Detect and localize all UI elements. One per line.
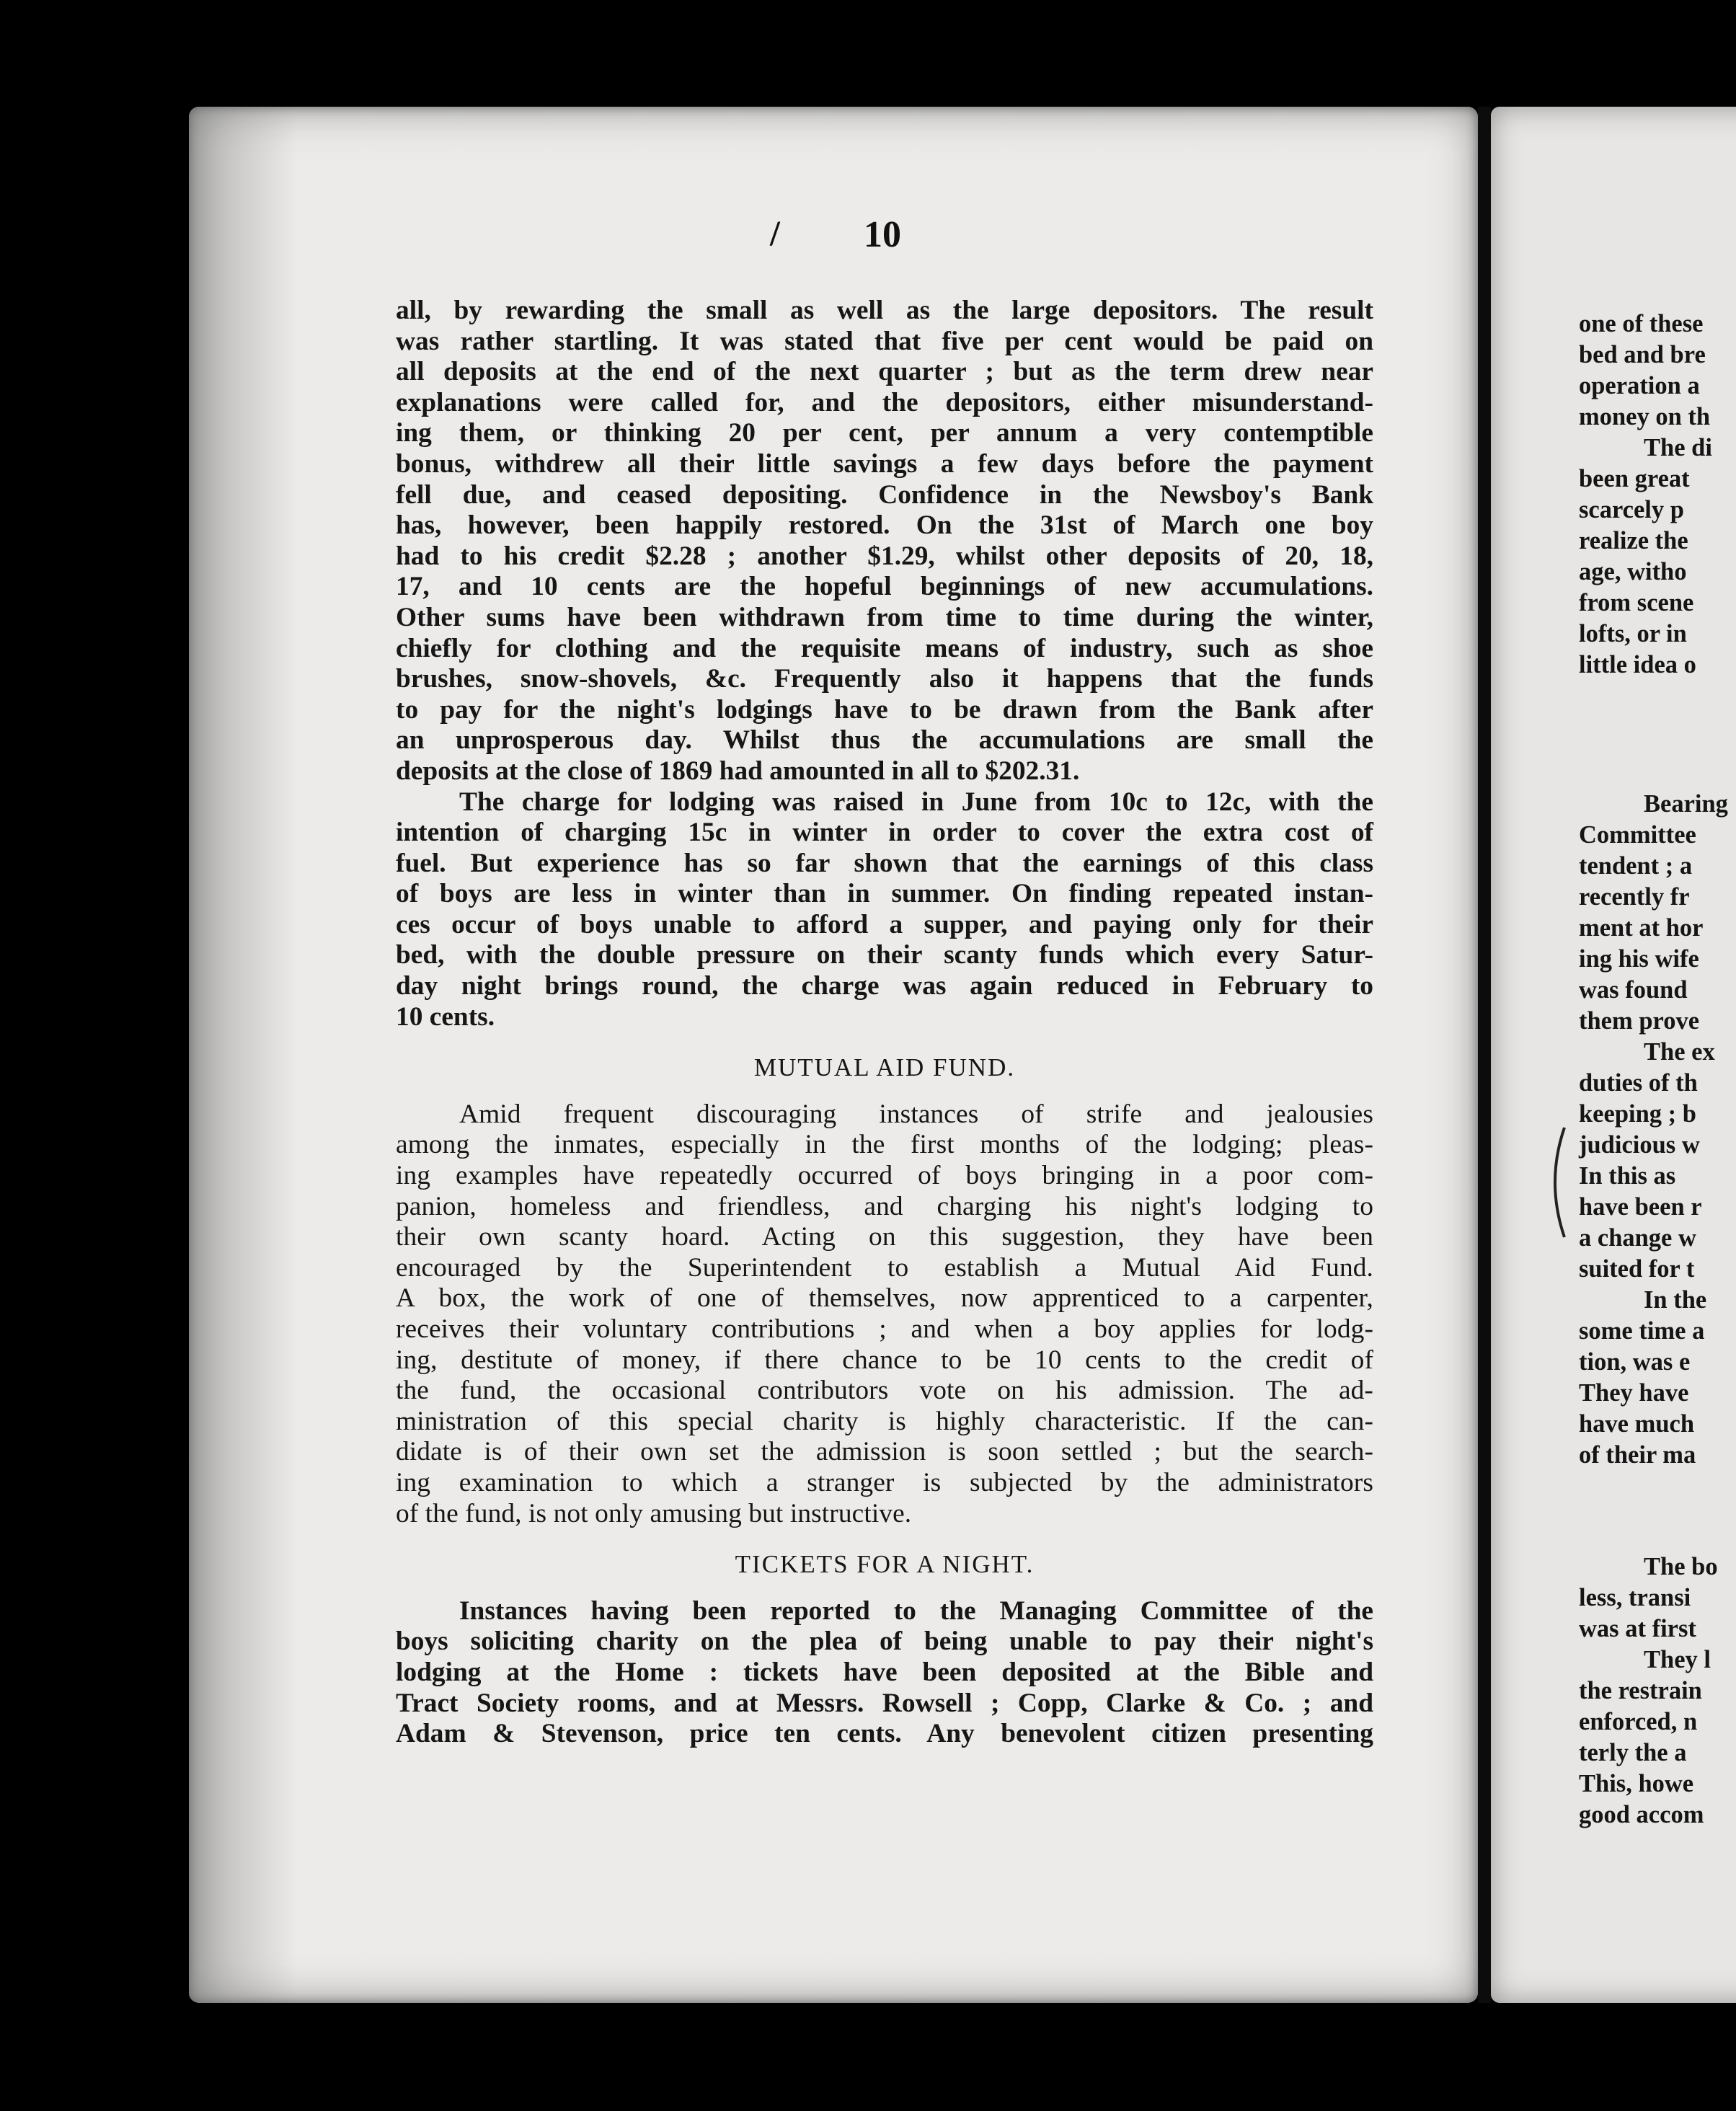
text-line: money on th bbox=[1579, 403, 1711, 430]
text-line: of boys are less in winter than in summer. On finding repeated instan- bbox=[396, 879, 1373, 909]
text-line: from scene bbox=[1579, 589, 1694, 616]
text-line: ing his wife bbox=[1579, 945, 1699, 973]
text-line: duties of th bbox=[1579, 1069, 1698, 1097]
text-line: They have bbox=[1579, 1379, 1689, 1407]
text-line: 17, and 10 cents are the hopeful beginnings of new accumulations. bbox=[396, 572, 1373, 602]
text-line: all deposits at the end of the next quarter ; but as the term drew near bbox=[396, 357, 1373, 387]
text-line: less, transi bbox=[1579, 1584, 1691, 1611]
text-line: The bo bbox=[1644, 1553, 1718, 1580]
text-line: In the bbox=[1644, 1286, 1707, 1314]
text-line: The di bbox=[1644, 434, 1712, 461]
text-line: them prove bbox=[1579, 1007, 1700, 1035]
text-line: age, witho bbox=[1579, 558, 1687, 585]
text-line: of the fund, is not only amusing but instructive. bbox=[396, 1498, 912, 1528]
text-line: explanations were called for, and the depositors, either misunderstand- bbox=[396, 387, 1373, 417]
text-line: The charge for lodging was raised in June from 10c to 12c, with the bbox=[459, 787, 1373, 817]
text-line: has, however, been happily restored. On the 31st of March one boy bbox=[396, 510, 1373, 541]
section-heading-mutual-aid: MUTUAL AID FUND. bbox=[753, 1053, 1016, 1082]
text-line: chiefly for clothing and the requisite means of industry, such as shoe bbox=[396, 633, 1373, 663]
text-line: terly the a bbox=[1579, 1739, 1687, 1766]
main-text-column bbox=[396, 296, 1373, 1750]
text-line: 10 cents. bbox=[396, 1001, 495, 1032]
text-line: a change w bbox=[1579, 1224, 1696, 1252]
text-line: the restrain bbox=[1579, 1677, 1702, 1704]
text-line: an unprosperous day. Whilst thus the accumulations are small the bbox=[396, 725, 1373, 756]
text-line: one of these bbox=[1579, 310, 1704, 337]
text-line: Bearing bbox=[1644, 790, 1728, 818]
paragraph-mutual-aid bbox=[396, 1099, 1373, 1529]
text-line: deposits at the close of 1869 had amounted in all to $202.31. bbox=[396, 756, 1080, 786]
text-line: receives their voluntary contributions ; and when a boy applies for lodg- bbox=[396, 1314, 1373, 1344]
text-line: bed, with the double pressure on their scanty funds which every Satur- bbox=[396, 940, 1373, 970]
text-line: was at first bbox=[1579, 1615, 1696, 1642]
text-line: of their ma bbox=[1579, 1441, 1696, 1469]
text-line: the fund, the occasional contributors vote on his admission. The ad- bbox=[396, 1376, 1373, 1406]
text-line: This, howe bbox=[1579, 1770, 1694, 1797]
text-line: ment at hor bbox=[1579, 914, 1704, 942]
text-line: to pay for the night's lodgings have to be drawn from the Bank after bbox=[396, 694, 1373, 725]
text-line: boys soliciting charity on the plea of being unable to pay their night's bbox=[396, 1627, 1373, 1657]
text-line: fell due, and ceased depositing. Confidence in the Newsboy's Bank bbox=[396, 479, 1373, 510]
page-mark: / bbox=[770, 213, 780, 253]
text-line: ing examples have repeatedly occurred of boys bringing in a poor com- bbox=[396, 1161, 1373, 1191]
text-line: didate is of their own set the admission is soon settled ; but the search- bbox=[396, 1437, 1373, 1467]
text-line: ministration of this special charity is highly characteristic. If the can- bbox=[396, 1406, 1373, 1436]
paragraph-lodging-charge bbox=[396, 787, 1373, 1033]
text-line: scarcely p bbox=[1579, 496, 1684, 523]
text-line: ing them, or thinking 20 per cent, per annum a very contemptible bbox=[396, 418, 1373, 448]
text-line: Amid frequent discouraging instances of strife and jealousies bbox=[459, 1099, 1373, 1129]
text-line: In this as bbox=[1579, 1162, 1676, 1190]
text-line: The ex bbox=[1644, 1038, 1715, 1066]
book-gutter bbox=[1478, 107, 1491, 2003]
text-line: ing examination to which a stranger is subjected by the administrators bbox=[396, 1467, 1373, 1497]
text-line: been great bbox=[1579, 465, 1690, 492]
text-line: have been r bbox=[1579, 1193, 1702, 1221]
text-line: ing, destitute of money, if there chance to be 10 cents to the credit of bbox=[396, 1345, 1373, 1375]
text-line: They l bbox=[1644, 1646, 1711, 1673]
text-line: tendent ; a bbox=[1579, 852, 1693, 880]
text-line: had to his credit $2.28 ; another $1.29, whilst other deposits of 20, 18, bbox=[396, 541, 1373, 571]
text-line: little idea o bbox=[1579, 651, 1696, 678]
text-line: recently fr bbox=[1579, 883, 1690, 911]
text-line: fuel. But experience has so far shown that the earnings of this class bbox=[396, 848, 1373, 878]
text-line: lofts, or in bbox=[1579, 620, 1687, 647]
text-line: their own scanty hoard. Acting on this suggestion, they have been bbox=[396, 1222, 1373, 1252]
text-line: A box, the work of one of themselves, now apprenticed to a carpenter, bbox=[396, 1283, 1373, 1314]
paragraph-bank bbox=[396, 296, 1373, 787]
text-line: tion, was e bbox=[1579, 1348, 1691, 1376]
text-line: brushes, snow-shovels, &c. Frequently also it happens that the funds bbox=[396, 664, 1373, 694]
text-line: was found bbox=[1579, 976, 1688, 1004]
page-number: 10 bbox=[864, 214, 901, 255]
text-line: operation a bbox=[1579, 372, 1700, 399]
text-line: bonus, withdrew all their little savings a few days before the payment bbox=[396, 448, 1373, 479]
text-line: judicious w bbox=[1579, 1131, 1700, 1159]
text-line: bed and bre bbox=[1579, 341, 1706, 368]
text-line: keeping ; b bbox=[1579, 1100, 1696, 1128]
text-line: Tract Society rooms, and at Messrs. Rowsell ; Copp, Clarke & Co. ; and bbox=[396, 1688, 1373, 1718]
text-line: some time a bbox=[1579, 1317, 1705, 1345]
right-page-text-column bbox=[1579, 309, 1736, 1831]
text-line: all, by rewarding the small as well as the large depositors. The result bbox=[396, 296, 1373, 325]
text-line: was rather startling. It was stated that five per cent would be paid on bbox=[396, 326, 1373, 356]
text-line: ces occur of boys unable to afford a supper, and paying only for their bbox=[396, 909, 1373, 939]
text-line: Adam & Stevenson, price ten cents. Any benevolent citizen presenting bbox=[396, 1719, 1373, 1749]
text-line: realize the bbox=[1579, 527, 1688, 554]
text-line: enforced, n bbox=[1579, 1708, 1698, 1735]
text-line: Instances having been reported to the Managing Committee of the bbox=[459, 1596, 1373, 1626]
text-line: lodging at the Home : tickets have been deposited at the Bible and bbox=[396, 1657, 1373, 1687]
text-line: Other sums have been withdrawn from time to time during the winter, bbox=[396, 602, 1373, 632]
paragraph-tickets bbox=[396, 1596, 1373, 1750]
text-line: day night brings round, the charge was again reduced in February to bbox=[396, 971, 1373, 1001]
text-line: Committee bbox=[1579, 821, 1696, 849]
text-line: have much bbox=[1579, 1410, 1695, 1438]
text-line: panion, homeless and friendless, and charging his night's lodging to bbox=[396, 1191, 1373, 1221]
text-line: intention of charging 15c in winter in order to cover the extra cost of bbox=[396, 818, 1373, 848]
text-line: good accom bbox=[1579, 1801, 1704, 1828]
text-line: encouraged by the Superintendent to establish a Mutual Aid Fund. bbox=[396, 1252, 1373, 1283]
text-line: suited for t bbox=[1579, 1255, 1695, 1283]
text-line: among the inmates, especially in the first months of the lodging; pleas- bbox=[396, 1130, 1373, 1160]
section-heading-tickets: TICKETS FOR A NIGHT. bbox=[735, 1550, 1035, 1579]
margin-bracket-mark bbox=[1543, 1125, 1572, 1240]
